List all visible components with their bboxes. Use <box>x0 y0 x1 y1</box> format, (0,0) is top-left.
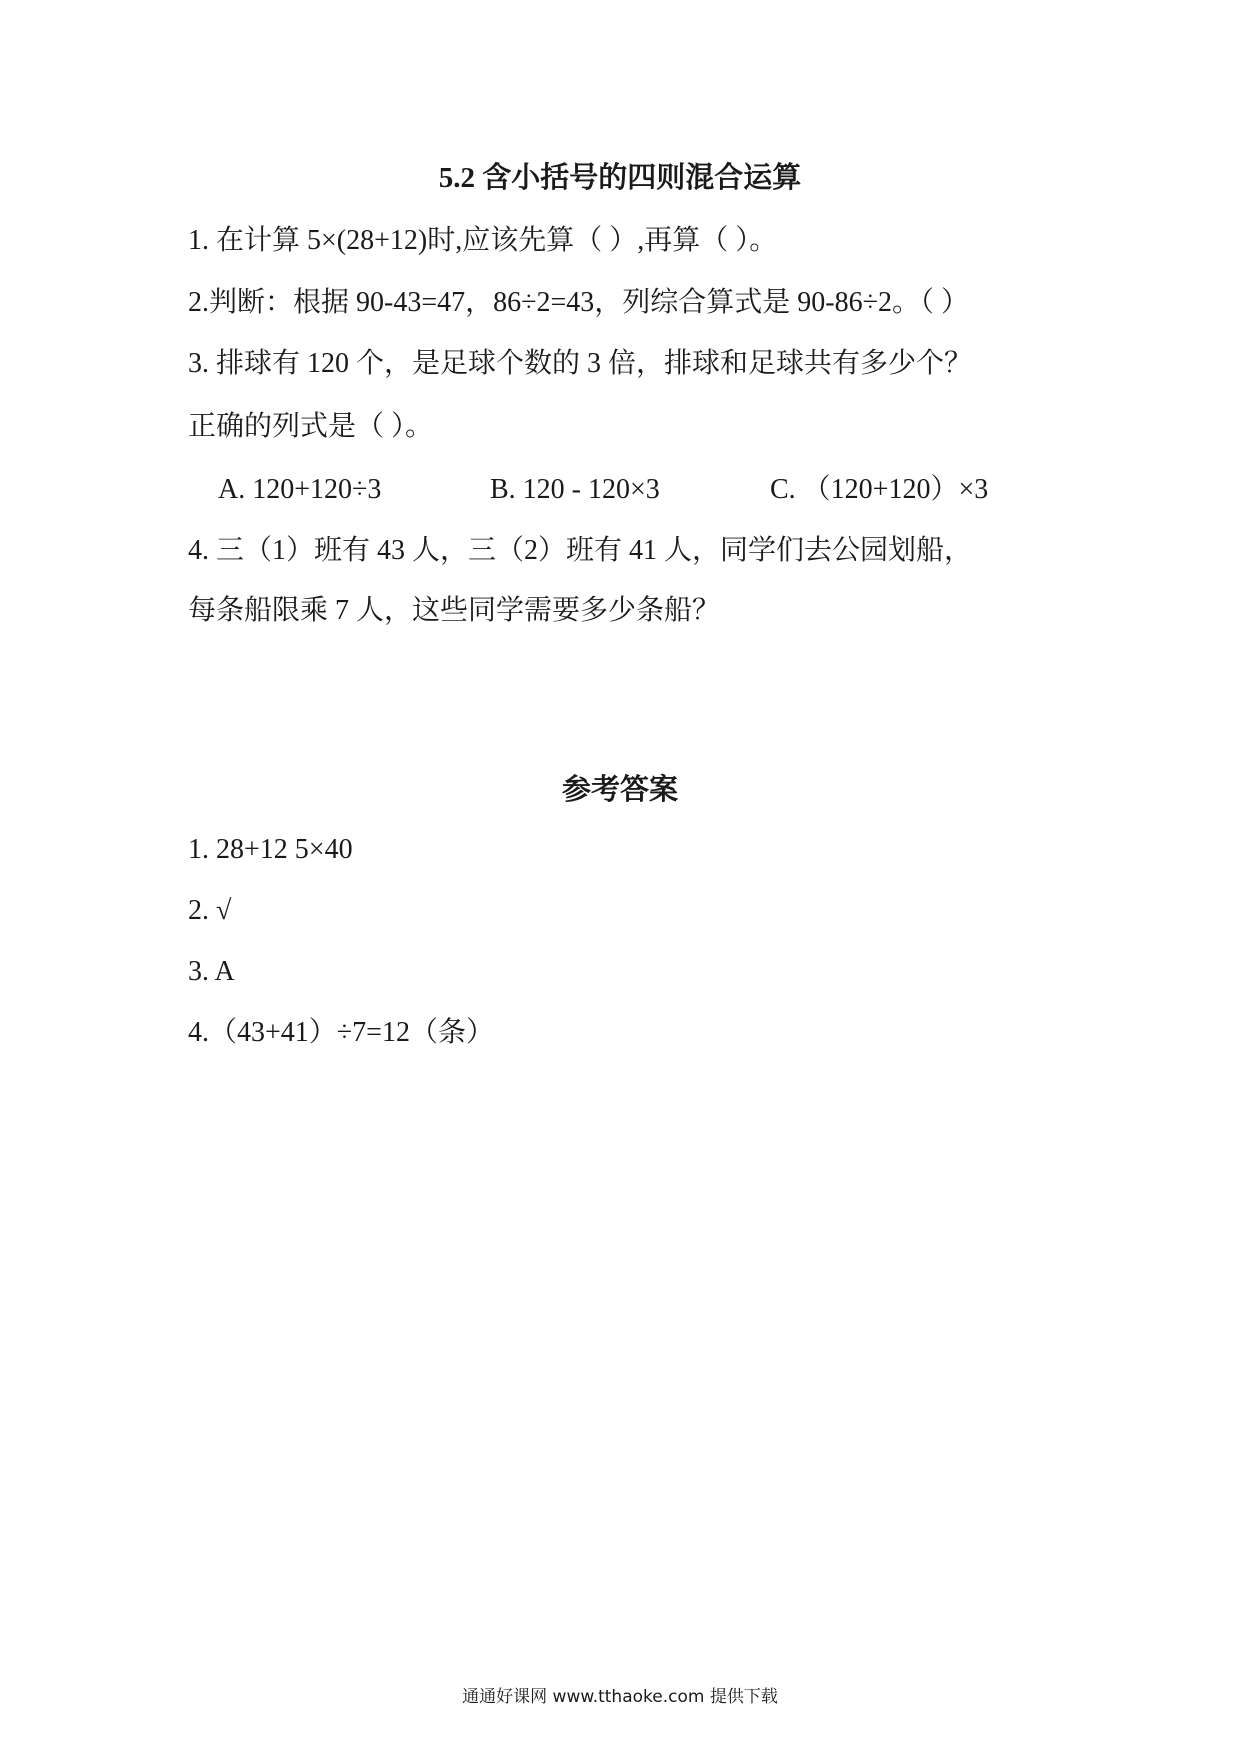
question-2: 2.判断：根据 90-43=47，86÷2=43，列综合算式是 90-86÷2。（ ） <box>188 287 969 318</box>
question-3-option-a: A. 120+120÷3 <box>218 474 382 505</box>
answers-title: 参考答案 <box>561 774 678 806</box>
answer-2: 2. √ <box>188 895 232 926</box>
question-1: 1. 在计算 5×(28+12)时,应该先算（ ）,再算（ ）。 <box>188 225 778 256</box>
question-3-option-c: C. （120+120）×3 <box>770 474 989 505</box>
footer-source: 通通好课网 www.tthaoke.com 提供下载 <box>462 1687 778 1707</box>
answer-1: 1. 28+12 5×40 <box>188 834 353 865</box>
question-4-line-2: 每条船限乘 7 人，这些同学需要多少条船？ <box>188 595 721 626</box>
question-4-line-1: 4. 三（1）班有 43 人，三（2）班有 41 人，同学们去公园划船， <box>188 535 973 566</box>
answer-4: 4.（43+41）÷7=12（条） <box>188 1017 494 1048</box>
question-3-option-b: B. 120 - 120×3 <box>490 474 660 505</box>
question-3-line-1: 3. 排球有 120 个，是足球个数的 3 倍，排球和足球共有多少个？ <box>188 348 973 379</box>
question-3-line-2: 正确的列式是（ ）。 <box>188 411 434 442</box>
worksheet-title: 5.2 含小括号的四则混合运算 <box>438 162 802 194</box>
answer-3: 3. A <box>188 956 235 987</box>
